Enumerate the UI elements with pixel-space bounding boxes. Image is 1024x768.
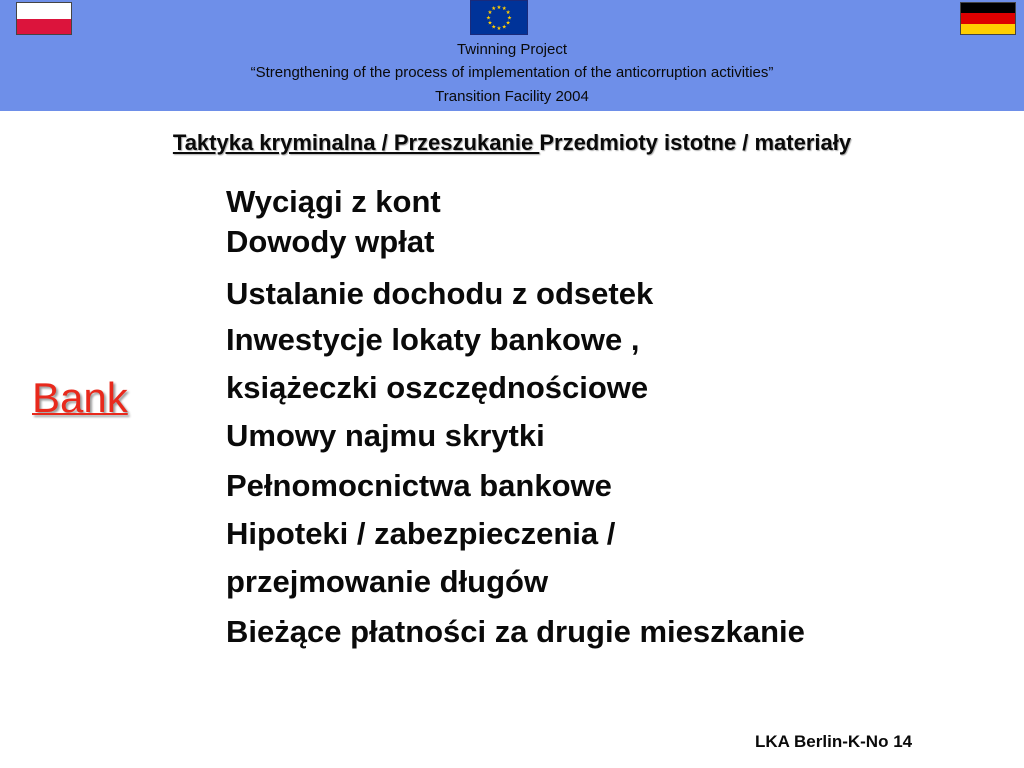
subtitle-underlined: Taktyka kryminalna / Przeszukanie [172, 130, 540, 155]
germany-flag-icon [960, 2, 1016, 35]
eu-star: ★ [487, 20, 493, 27]
list-item: przejmowanie długów [226, 564, 549, 599]
eu-star: ★ [496, 25, 502, 32]
eu-star: ★ [501, 6, 507, 13]
eu-star: ★ [487, 10, 493, 17]
list-item: Pełnomocnictwa bankowe [226, 468, 612, 503]
eu-star: ★ [505, 20, 511, 27]
eu-star: ★ [507, 15, 512, 22]
eu-star: ★ [486, 15, 491, 22]
eu-star: ★ [505, 10, 511, 17]
list-item: Hipoteki / zabezpieczenia / [226, 516, 616, 551]
subtitle-rest: Przedmioty istotne / materiały [539, 130, 852, 155]
header-title: Twinning Project [456, 41, 568, 58]
eu-star: ★ [501, 24, 507, 31]
list-item: Dowody wpłat [226, 224, 435, 259]
header-facility: Transition Facility 2004 [435, 88, 589, 105]
list-item: Ustalanie dochodu z odsetek [226, 276, 654, 311]
list-item: Inwestycje lokaty bankowe , [226, 322, 640, 357]
footer-slide-id: LKA Berlin-K-No 14 [755, 732, 913, 751]
poland-flag-icon [16, 2, 72, 35]
list-item: Bieżące płatności za drugie mieszkanie [226, 614, 805, 649]
header-banner [0, 0, 1024, 111]
header-project-name: “Strengthening of the process of implementation of the anticorruption activities” [250, 64, 774, 81]
list-item: Wyciągi z kont [226, 184, 441, 219]
eu-star: ★ [491, 6, 497, 13]
bank-link[interactable]: Bank [32, 374, 128, 421]
eu-star: ★ [491, 24, 497, 31]
slide-subtitle [0, 130, 1024, 156]
list-item: książeczki oszczędnościowe [226, 370, 649, 405]
eu-star: ★ [496, 4, 502, 11]
list-item: Umowy najmu skrytki [226, 418, 545, 453]
eu-flag-icon [470, 0, 528, 35]
